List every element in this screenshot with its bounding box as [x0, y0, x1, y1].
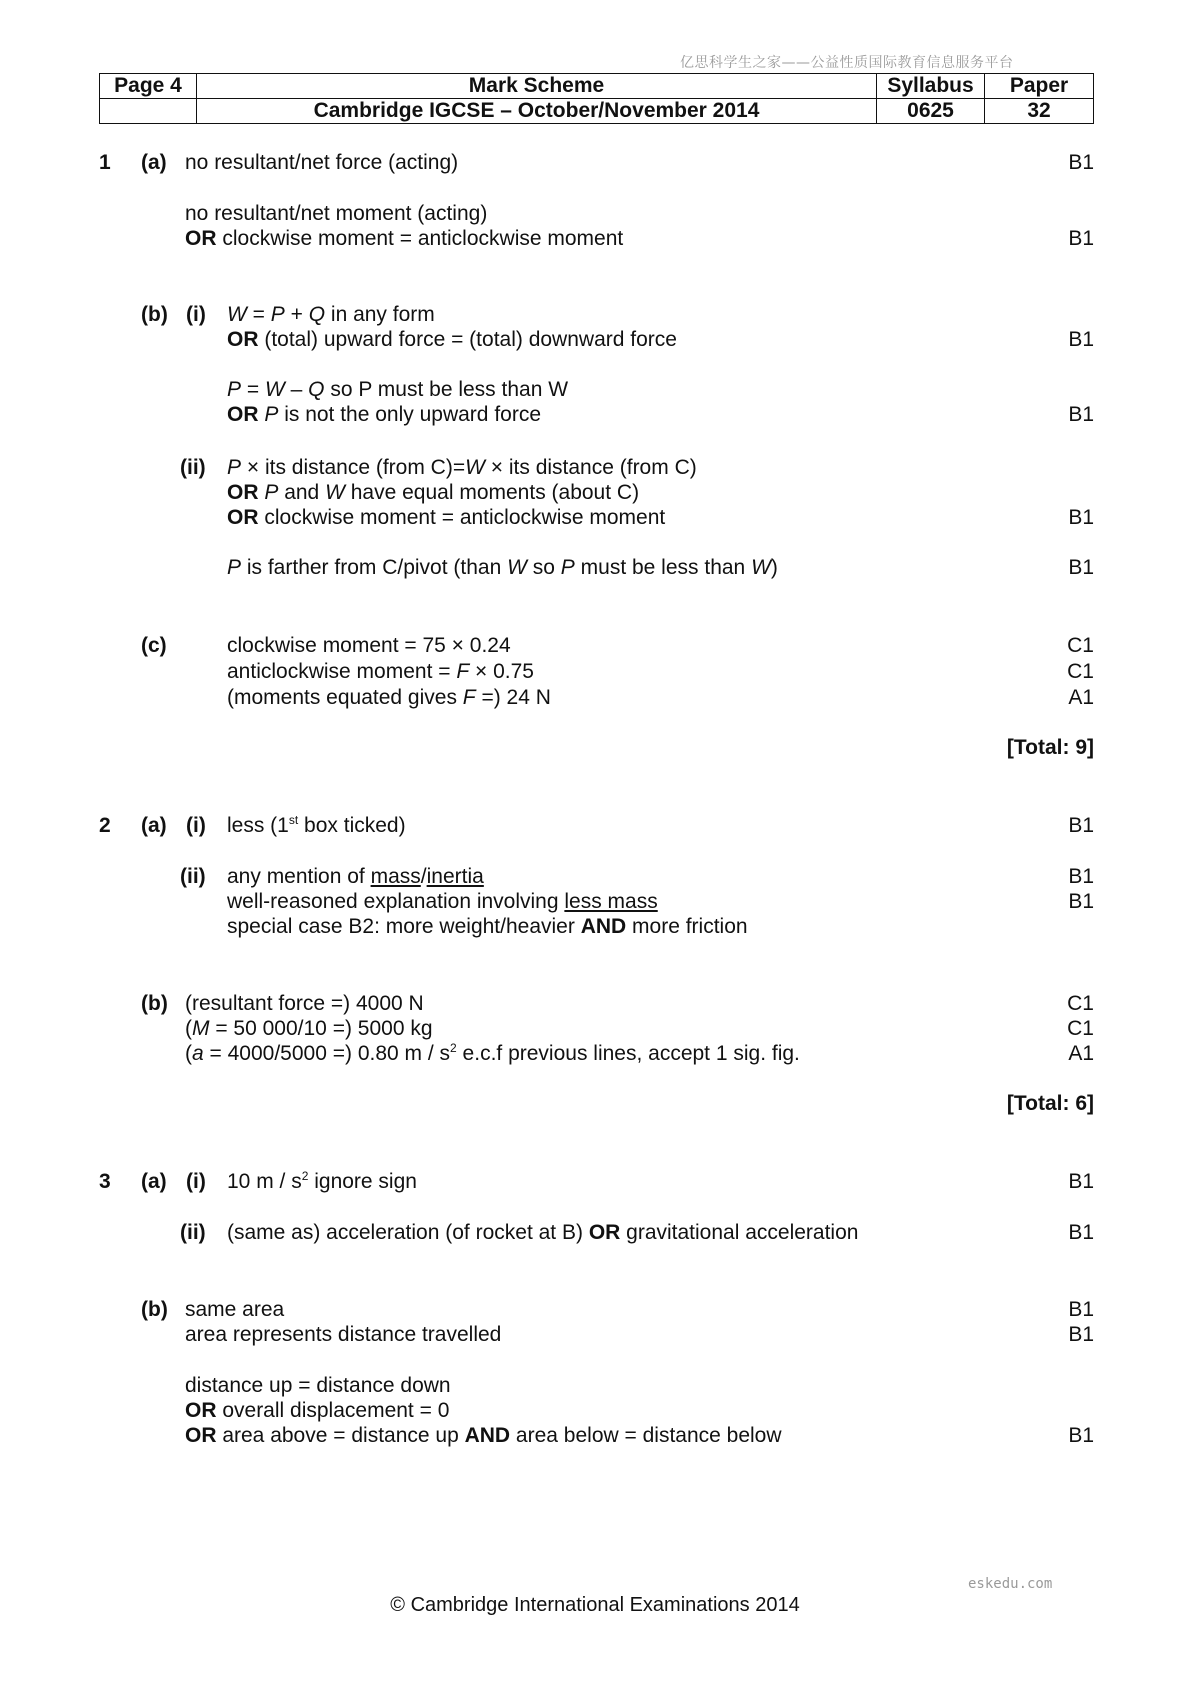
mark: B1 [1068, 403, 1094, 426]
answer-line: OR clockwise moment = anticlockwise moment [185, 227, 624, 250]
mark: B1 [1068, 1298, 1094, 1321]
subpart-label: (ii) [180, 456, 206, 479]
answer-line: W = P + Q in any form [227, 303, 435, 326]
answer-line: P = W – Q so P must be less than W [227, 378, 569, 401]
syllabus-value: 0625 [877, 99, 985, 124]
watermark-bottom: eskedu.com [968, 1576, 1053, 1592]
answer-line: P × its distance (from C)=W × its distance (from C) [227, 456, 697, 479]
answer-line: area represents distance travelled [185, 1323, 502, 1346]
mark: C1 [1067, 1017, 1094, 1040]
answer-line: less (1st box ticked) [227, 813, 406, 837]
syllabus-label: Syllabus [877, 74, 985, 99]
answer-line: no resultant/net force (acting) [185, 151, 459, 174]
header-table [99, 73, 1094, 124]
subpart-label: (i) [186, 1170, 206, 1193]
answer-line: OR clockwise moment = anticlockwise moment [227, 506, 666, 529]
subpart-label: (i) [186, 303, 206, 326]
answer-line: (moments equated gives F =) 24 N [227, 686, 551, 709]
part-label: (a) [141, 814, 167, 837]
subpart-label: (i) [186, 814, 206, 837]
header-title: Mark Scheme [197, 74, 877, 99]
subpart-label: (ii) [180, 1221, 206, 1244]
answer-line: same area [185, 1298, 285, 1321]
answer-line: any mention of mass/inertia [227, 865, 484, 888]
answer-line: no resultant/net moment (acting) [185, 202, 488, 225]
mark: B1 [1068, 1323, 1094, 1346]
part-label: (b) [141, 992, 168, 1015]
answer-line: well-reasoned explanation involving less mass [227, 890, 658, 913]
answer-line: clockwise moment = 75 × 0.24 [227, 634, 511, 657]
mark: B1 [1068, 227, 1094, 250]
mark: B1 [1068, 1424, 1094, 1447]
footer-copyright: © Cambridge International Examinations 2014 [390, 1594, 800, 1616]
answer-line: (M = 50 000/10 =) 5000 kg [185, 1017, 433, 1040]
mark: B1 [1068, 865, 1094, 888]
question-number: 2 [99, 814, 111, 837]
question-number: 3 [99, 1170, 111, 1193]
mark: B1 [1068, 1170, 1094, 1193]
question-number: 1 [99, 151, 111, 174]
part-label: (a) [141, 1170, 167, 1193]
total-marks: [Total: 6] [1006, 1092, 1094, 1115]
answer-line: 10 m / $s^2$ ignore sign [227, 1169, 417, 1193]
part-label: (c) [141, 634, 167, 657]
subpart-label: (ii) [180, 865, 206, 888]
part-label: (b) [141, 303, 168, 326]
answer-line: OR overall displacement = 0 [185, 1399, 450, 1422]
mark: C1 [1067, 992, 1094, 1015]
part-label: (b) [141, 1298, 168, 1321]
answer-line: distance up = distance down [185, 1374, 451, 1397]
mark: B1 [1068, 328, 1094, 351]
answer-line: (a = 4000/5000 =) 0.80 m / $s^2$ e.c.f previous lines, accept 1 sig. fig. [185, 1041, 800, 1065]
paper-label: Paper [985, 74, 1094, 99]
mark: B1 [1068, 814, 1094, 837]
total-marks: [Total: 9] [1006, 736, 1094, 759]
mark: A1 [1068, 1042, 1094, 1065]
answer-line: OR P and W have equal moments (about C) [227, 481, 640, 504]
mark: A1 [1068, 686, 1094, 709]
answer-line: anticlockwise moment = F × 0.75 [227, 660, 534, 683]
part-label: (a) [141, 151, 167, 174]
page-label: Page 4 [100, 74, 197, 99]
answer-line: (resultant force =) 4000 N [185, 992, 424, 1015]
answer-line: OR area above = distance up AND area below = distance below [185, 1424, 782, 1447]
answer-line: OR P is not the only upward force [227, 403, 542, 426]
mark: B1 [1068, 506, 1094, 529]
answer-line: OR (total) upward force = (total) downward force [227, 328, 677, 351]
answer-line: (same as) acceleration (of rocket at B) OR gravitational acceleration [227, 1221, 859, 1244]
mark: B1 [1068, 890, 1094, 913]
mark: B1 [1068, 151, 1094, 174]
mark: B1 [1068, 556, 1094, 579]
paper-value: 32 [985, 99, 1094, 124]
mark: C1 [1067, 634, 1094, 657]
answer-line: P is farther from C/pivot (than W so P must be less than W) [227, 556, 778, 579]
answer-line: special case B2: more weight/heavier AND more friction [227, 915, 748, 938]
watermark-top: 亿思科学生之家——公益性质国际教育信息服务平台 [680, 55, 1014, 71]
mark: C1 [1067, 660, 1094, 683]
header-subtitle: Cambridge IGCSE – October/November 2014 [197, 99, 877, 124]
mark: B1 [1068, 1221, 1094, 1244]
